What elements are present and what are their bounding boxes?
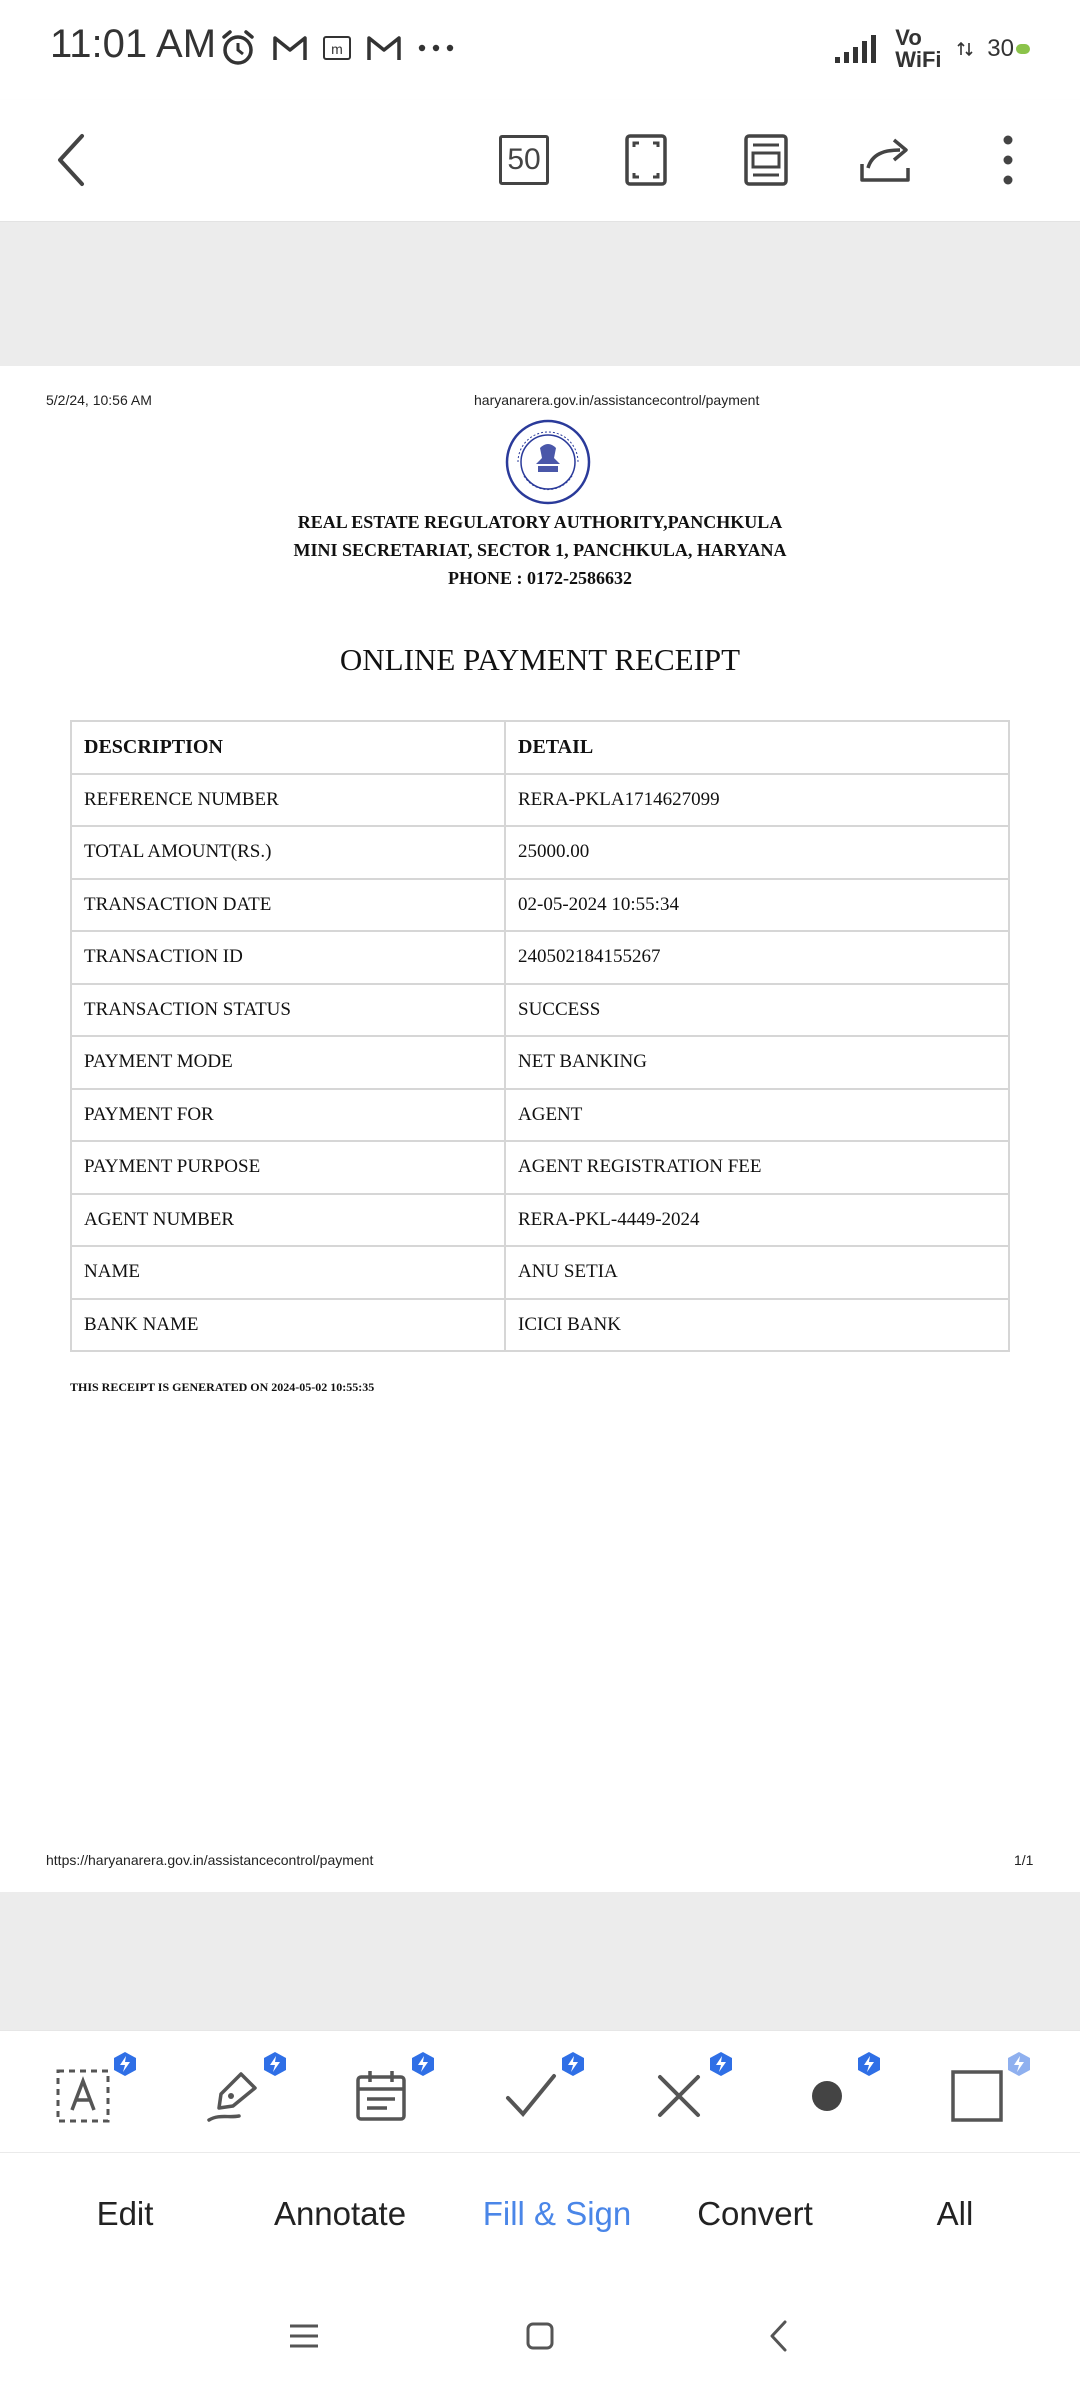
header-detail: DETAIL [505,721,1009,774]
print-datetime: 5/2/24, 10:56 AM [46,392,152,408]
system-nav-bar [0,2272,1080,2400]
row-value: AGENT [505,1089,1009,1142]
checkmark-icon [503,2068,559,2124]
row-value: ANU SETIA [505,1246,1009,1299]
tab-all[interactable]: All [936,2195,974,2232]
top-toolbar [0,100,1080,222]
gmail-icon [366,33,402,63]
row-label: BANK NAME [71,1299,505,1352]
pen-sign-icon [205,2068,261,2124]
page-count-button[interactable] [486,122,562,198]
cross-tool[interactable] [644,2061,714,2131]
premium-bolt-icon [560,2051,586,2077]
share-button[interactable] [848,122,924,198]
notification-icons [218,26,456,70]
back-button[interactable] [34,122,110,198]
edit-text-tool[interactable] [48,2061,118,2131]
vowifi-line1: Vo [895,25,922,50]
premium-bolt-icon [410,2051,436,2077]
row-value: RERA-PKLA1714627099 [505,774,1009,827]
nav-back-button[interactable] [754,2312,802,2360]
row-label: PAYMENT PURPOSE [71,1141,505,1194]
dot-icon [799,2068,855,2124]
premium-bolt-icon [112,2051,138,2077]
footer-page-number: 1/1 [1014,1852,1034,1868]
org-name: REAL ESTATE REGULATORY AUTHORITY,PANCHKULA [297,512,783,532]
org-phone: PHONE : 0172-2586632 [448,568,632,588]
row-value: ICICI BANK [505,1299,1009,1352]
print-url: haryanarera.gov.in/assistancecontrol/payment [474,392,760,408]
vowifi-indicator [895,27,943,71]
receipt-table [70,720,1010,1352]
fullscreen-icon [624,133,668,187]
row-value: RERA-PKL-4449-2024 [505,1194,1009,1247]
page-layout-button[interactable] [728,122,804,198]
footer-url: https://haryanarera.gov.in/assistancecontrol/payment [46,1852,374,1868]
table-header-row [71,721,1009,774]
authority-seal-icon [504,418,592,506]
share-icon [858,134,914,186]
calendar-icon [353,2068,409,2124]
table-row [71,774,1009,827]
row-label: NAME [71,1246,505,1299]
tab-edit[interactable]: Edit [96,2195,154,2232]
table-row [71,1194,1009,1247]
alarm-icon [218,28,258,68]
table-row [71,984,1009,1037]
table-row [71,1089,1009,1142]
tab-annotate[interactable]: Annotate [273,2195,407,2232]
cross-icon [651,2068,707,2124]
row-value: 25000.00 [505,826,1009,879]
org-address: MINI SECRETARIAT, SECTOR 1, PANCHKULA, HARYANA [293,540,787,560]
signal-icon [833,33,881,65]
vowifi-line2: WiFi [895,47,942,72]
more-dots-icon [416,42,456,54]
tab-fill-sign[interactable]: Fill & Sign [482,2195,632,2232]
table-row [71,1141,1009,1194]
table-row [71,1246,1009,1299]
row-value: SUCCESS [505,984,1009,1037]
row-label: TRANSACTION ID [71,931,505,984]
gmail-icon [272,33,308,63]
menu-lines-icon [288,2322,320,2350]
receipt-title: ONLINE PAYMENT RECEIPT [339,642,741,677]
table-row [71,1036,1009,1089]
row-value: NET BANKING [505,1036,1009,1089]
rectangle-icon [949,2068,1005,2124]
battery-level: 30 [987,35,1014,62]
row-label: TRANSACTION STATUS [71,984,505,1037]
home-button[interactable] [516,2312,564,2360]
table-row [71,931,1009,984]
table-row [71,1299,1009,1352]
row-label: REFERENCE NUMBER [71,774,505,827]
back-arrow-icon [52,132,92,188]
home-square-icon [525,2321,555,2351]
status-bar [0,0,1080,100]
table-row [71,879,1009,932]
battery-indicator [987,35,1030,63]
row-value: AGENT REGISTRATION FEE [505,1141,1009,1194]
system-status [833,24,1030,74]
more-options-button[interactable] [970,122,1046,198]
page-layout-icon [743,133,789,187]
battery-icon [1016,44,1030,54]
recent-apps-button[interactable] [280,2312,328,2360]
tab-convert[interactable]: Convert [697,2195,813,2232]
dot-tool[interactable] [792,2061,862,2131]
row-label: PAYMENT MODE [71,1036,505,1089]
data-arrows-icon [957,39,973,59]
sign-tool[interactable] [198,2061,268,2131]
mode-tabs [0,2152,1080,2272]
row-label: AGENT NUMBER [71,1194,505,1247]
date-tool[interactable] [346,2061,416,2131]
checkmark-tool[interactable] [496,2061,566,2131]
premium-bolt-icon [708,2051,734,2077]
row-label: PAYMENT FOR [71,1089,505,1142]
row-label: TOTAL AMOUNT(RS.) [71,826,505,879]
generated-note: THIS RECEIPT IS GENERATED ON 2024-05-02 10:55:35 [70,1380,375,1394]
page-count: 50 [499,135,549,185]
fullscreen-button[interactable] [608,122,684,198]
svg-text:m: m [331,41,343,57]
premium-bolt-icon [856,2051,882,2077]
m-app-icon [322,34,352,62]
premium-bolt-icon [1006,2051,1032,2077]
status-time: 11:01 AM [50,22,217,66]
premium-bolt-icon [262,2051,288,2077]
table-row [71,826,1009,879]
row-value: 02-05-2024 10:55:34 [505,879,1009,932]
row-value: 240502184155267 [505,931,1009,984]
chevron-left-icon [767,2319,789,2353]
row-label: TRANSACTION DATE [71,879,505,932]
rectangle-tool[interactable] [942,2061,1012,2131]
edit-text-icon [55,2068,111,2124]
fill-sign-tools [0,2030,1080,2152]
header-description: DESCRIPTION [71,721,505,774]
more-vert-icon [1002,134,1014,186]
